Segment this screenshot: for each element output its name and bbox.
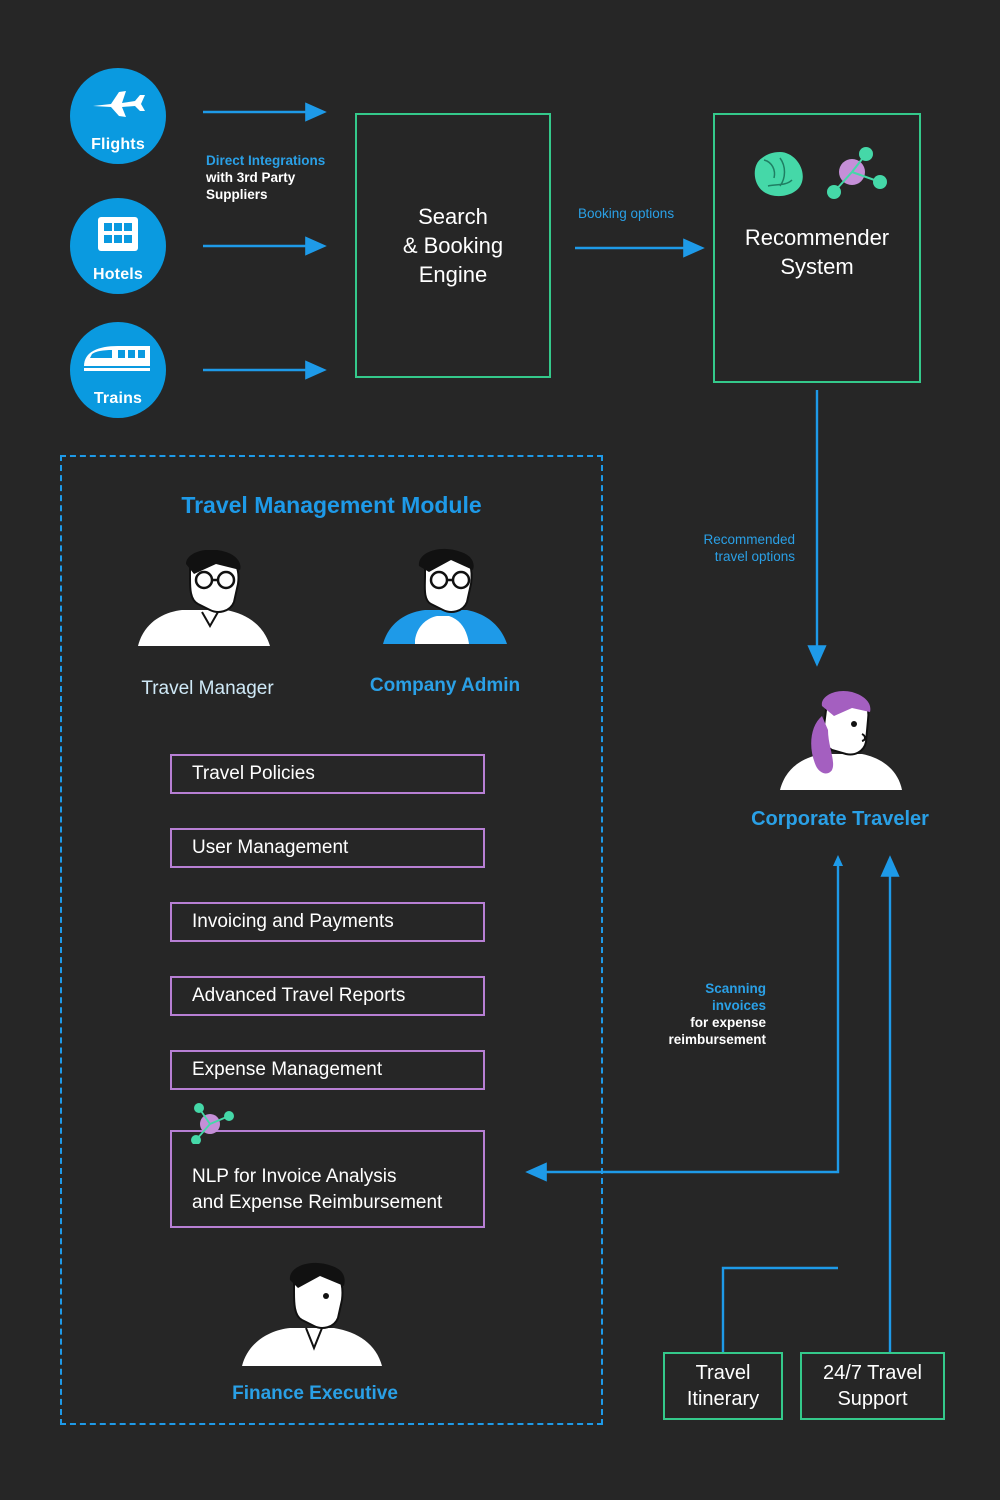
feature-invoicing-and-payments[interactable] bbox=[170, 902, 485, 942]
source-label: Flights bbox=[91, 136, 145, 153]
person-label-company-admin: Company Admin bbox=[369, 675, 521, 696]
person-label-travel-manager: Travel Manager bbox=[141, 678, 274, 699]
airplane-icon bbox=[70, 84, 166, 123]
box-title: Travel Itinerary bbox=[686, 1362, 760, 1410]
travel-support-box[interactable] bbox=[800, 1352, 945, 1420]
feature-label: Travel Policies bbox=[192, 763, 315, 784]
caption-recommended-travel-options bbox=[640, 531, 795, 565]
feature-label: NLP for Invoice Analysis and Expense Reimbursement bbox=[192, 1166, 443, 1213]
person-label-finance-executive: Finance Executive bbox=[232, 1383, 398, 1404]
caption-line: for expense bbox=[690, 1015, 766, 1030]
source-label: Hotels bbox=[92, 266, 144, 283]
caption-booking-options: Booking options bbox=[578, 206, 675, 221]
feature-advanced-travel-reports[interactable] bbox=[170, 976, 485, 1016]
module-title: Travel Management Module bbox=[181, 492, 482, 518]
caption-line: invoices bbox=[711, 998, 766, 1013]
neural-network-icon bbox=[742, 140, 892, 220]
neural-network-icon bbox=[182, 1098, 242, 1149]
source-flights[interactable] bbox=[70, 68, 166, 164]
box-title: 24/7 Travel Support bbox=[823, 1362, 922, 1410]
travel-manager-icon bbox=[130, 550, 285, 655]
feature-label: Expense Management bbox=[192, 1059, 383, 1080]
caption-line: Direct Integrations bbox=[206, 153, 326, 168]
source-label: Trains bbox=[93, 390, 143, 407]
search-booking-engine-box[interactable] bbox=[355, 113, 551, 378]
train-icon bbox=[70, 338, 166, 383]
travel-itinerary-box[interactable] bbox=[663, 1352, 783, 1420]
caption-line: with 3rd Party bbox=[206, 170, 296, 185]
source-hotels[interactable] bbox=[70, 198, 166, 294]
feature-label: User Management bbox=[192, 837, 349, 858]
box-title: Search & Booking Engine bbox=[402, 204, 504, 287]
feature-expense-management[interactable] bbox=[170, 1050, 485, 1090]
corporate-traveler-label: Corporate Traveler bbox=[751, 808, 929, 830]
caption-line: Scanning bbox=[705, 981, 766, 996]
feature-travel-policies[interactable] bbox=[170, 754, 485, 794]
traveler-person-icon bbox=[762, 690, 917, 800]
finance-executive-icon bbox=[232, 1262, 397, 1375]
feature-user-management[interactable] bbox=[170, 828, 485, 868]
caption-line: reimbursement bbox=[668, 1032, 766, 1047]
caption-scanning-invoices bbox=[630, 980, 766, 1048]
caption-line: Suppliers bbox=[206, 187, 268, 202]
company-admin-icon bbox=[375, 548, 515, 653]
feature-label: Advanced Travel Reports bbox=[192, 985, 406, 1006]
hotel-building-icon bbox=[70, 214, 166, 259]
caption-line: travel options bbox=[714, 549, 795, 564]
caption-direct-integrations bbox=[206, 152, 366, 203]
box-title: Recommender System bbox=[744, 225, 890, 279]
source-trains[interactable] bbox=[70, 322, 166, 418]
caption-line: Recommended bbox=[703, 532, 795, 547]
feature-label: Invoicing and Payments bbox=[192, 911, 394, 932]
